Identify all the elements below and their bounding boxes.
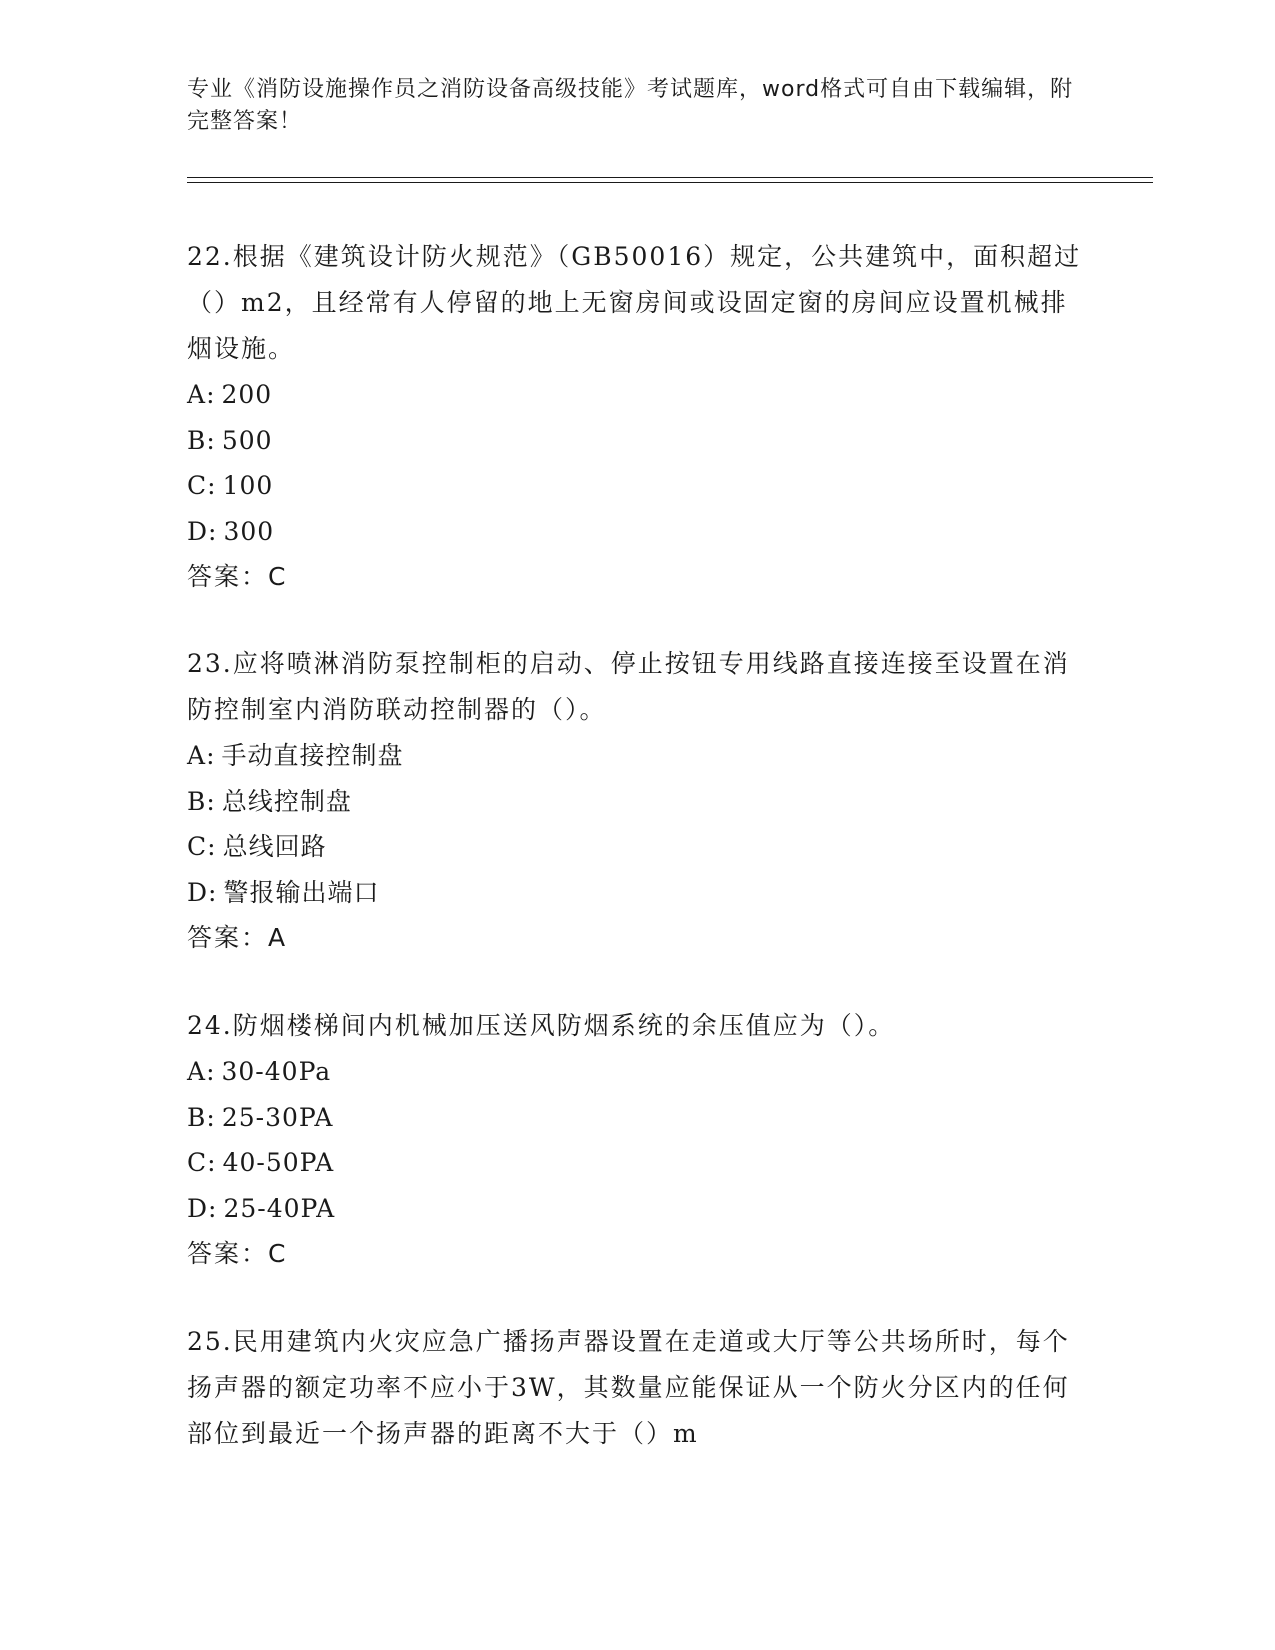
question-24 — [187, 1003, 1087, 1276]
option-text: 40-50PA — [222, 1148, 335, 1177]
option-separator: : — [206, 1057, 216, 1086]
option-letter: B — [187, 425, 207, 455]
option-letter: A — [187, 1057, 207, 1086]
option-separator: : — [206, 786, 216, 816]
option-letter: A — [187, 380, 207, 409]
option-text: 警报输出端口 — [223, 877, 380, 907]
option-text: 手动直接控制盘 — [221, 741, 404, 770]
question-text: 23.应将喷淋消防泵控制柜的启动、停止按钮专用线路直接连接至设置在消防控制室内消防联动控制器的（）。 — [187, 649, 1070, 724]
option-a — [187, 372, 1087, 418]
option-separator: : — [207, 471, 217, 500]
option-text: 300 — [223, 516, 275, 546]
option-c — [187, 463, 1087, 509]
option-b — [187, 779, 1087, 825]
option-text: 100 — [222, 471, 274, 500]
header-divider-bottom — [187, 182, 1153, 183]
question-text: 22.根据《建筑设计防火规范》（GB50016）规定，公共建筑中，面积超过（）m2，且经常有人停留的地上无窗房间或设固定窗的房间应设置机械排烟设施。 — [187, 242, 1082, 363]
option-a — [187, 733, 1087, 779]
option-letter: C — [187, 471, 208, 500]
option-separator: : — [208, 1193, 218, 1223]
header-divider-top — [187, 177, 1153, 178]
option-letter: B — [187, 1102, 207, 1132]
option-letter: D — [187, 1193, 209, 1223]
option-separator: : — [206, 741, 216, 770]
question-25 — [187, 1319, 1087, 1457]
option-letter: C — [187, 832, 208, 861]
option-letter: B — [187, 786, 207, 816]
option-text: 总线回路 — [222, 832, 327, 861]
answer-line: 答案：C — [187, 1239, 288, 1268]
option-separator: : — [206, 380, 216, 409]
option-letter: A — [187, 741, 207, 770]
option-text: 25-30PA — [221, 1102, 334, 1132]
option-text: 200 — [221, 380, 273, 409]
option-separator: : — [206, 425, 216, 455]
option-letter: C — [187, 1148, 208, 1177]
option-text: 500 — [221, 425, 273, 455]
option-b — [187, 1095, 1087, 1141]
question-22 — [187, 234, 1087, 599]
question-text: 25.民用建筑内火灾应急广播扬声器设置在走道或大厅等公共场所时，每个扬声器的额定功率不应小于3W，其数量应能保证从一个防火分区内的任何部位到最近一个扬声器的距离不大于（）m — [187, 1327, 1070, 1448]
option-separator: : — [208, 516, 218, 546]
option-text: 25-40PA — [223, 1193, 336, 1223]
option-d — [187, 509, 1087, 555]
option-separator: : — [206, 1102, 216, 1132]
answer-line: 答案：C — [187, 562, 288, 591]
header-text: 专业《消防设施操作员之消防设备高级技能》考试题库，word格式可自由下载编辑，附完整答案！ — [187, 77, 1074, 134]
option-letter: D — [187, 877, 209, 907]
question-text: 24.防烟楼梯间内机械加压送风防烟系统的余压值应为（）。 — [187, 1011, 896, 1040]
option-b — [187, 418, 1087, 464]
document-header — [187, 74, 1087, 138]
option-separator: : — [208, 877, 218, 907]
option-separator: : — [207, 1148, 217, 1177]
option-c — [187, 824, 1087, 870]
option-text: 30-40Pa — [221, 1057, 332, 1086]
answer-line: 答案：A — [187, 923, 288, 952]
option-d — [187, 870, 1087, 916]
option-separator: : — [207, 832, 217, 861]
option-c — [187, 1140, 1087, 1186]
option-letter: D — [187, 516, 209, 546]
option-a — [187, 1049, 1087, 1095]
option-text: 总线控制盘 — [221, 786, 352, 816]
question-23 — [187, 641, 1087, 960]
option-d — [187, 1186, 1087, 1232]
